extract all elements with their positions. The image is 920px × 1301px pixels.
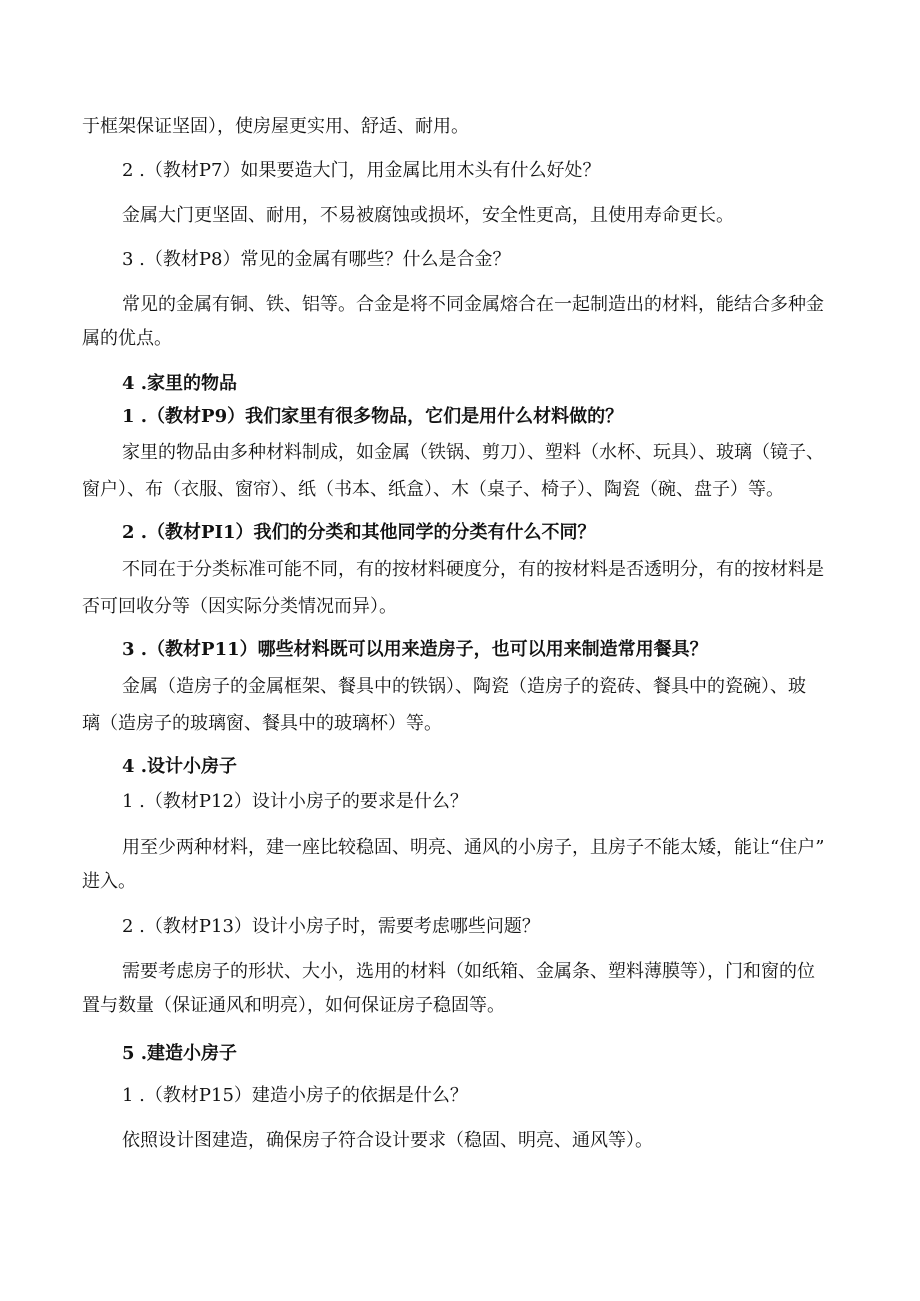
- answer-design-considerations-2: 置与数量（保证通风和明亮），如何保证房子稳固等。: [82, 995, 505, 1016]
- answer-design-requirements-2: 进入。: [82, 871, 136, 892]
- answer-household-materials-2: 窗户）、布（衣服、窗帘）、纸（书本、纸盒）、木（桌子、椅子）、陶瓷（碗、盘子）等。: [82, 479, 784, 500]
- question-design-considerations: 2 .（教材P13）设计小房子时，需要考虑哪些问题？: [122, 916, 540, 937]
- section-heading-household-items: 4 .家里的物品: [122, 373, 238, 394]
- question-house-and-tableware: 3 .（教材P11）哪些材料既可以用来造房子，也可以用来制造常用餐具？: [122, 639, 708, 660]
- answer-common-metals-2: 属的优点。: [82, 328, 172, 349]
- answer-common-metals-1: 常见的金属有铜、铁、铝等。合金是将不同金属熔合在一起制造出的材料，能结合多种金: [122, 294, 824, 315]
- question-door-metal: 2 .（教材P7）如果要造大门，用金属比用木头有什么好处？: [122, 160, 601, 181]
- section-heading-build-house: 5 .建造小房子: [122, 1043, 238, 1064]
- answer-build-basis: 依照设计图建造，确保房子符合设计要求（稳固、明亮、通风等）。: [122, 1130, 653, 1151]
- answer-household-materials-1: 家里的物品由多种材料制成，如金属（铁锅、剪刀）、塑料（水杯、玩具）、玻璃（镜子、: [122, 442, 824, 463]
- question-build-basis: 1 .（教材P15）建造小房子的依据是什么？: [122, 1085, 468, 1106]
- section-heading-design-house: 4 .设计小房子: [122, 756, 238, 777]
- question-design-requirements: 1 .（教材P12）设计小房子的要求是什么？: [122, 791, 468, 812]
- paragraph-continuation: 于框架保证坚固），使房屋更实用、舒适、耐用。: [82, 116, 469, 137]
- answer-classification-1: 不同在于分类标准可能不同，有的按材料硬度分，有的按材料是否透明分，有的按材料是: [122, 559, 824, 580]
- answer-design-considerations-1: 需要考虑房子的形状、大小，选用的材料（如纸箱、金属条、塑料薄膜等），门和窗的位: [122, 961, 815, 982]
- answer-house-and-tableware-2: 璃（造房子的玻璃窗、餐具中的玻璃杯）等。: [82, 713, 442, 734]
- answer-classification-2: 否可回收分等（因实际分类情况而异）。: [82, 596, 397, 617]
- answer-design-requirements-1: 用至少两种材料，建一座比较稳固、明亮、通风的小房子，且房子不能太矮，能让“住户”: [122, 837, 825, 858]
- answer-door-metal: 金属大门更坚固、耐用，不易被腐蚀或损坏，安全性更高，且使用寿命更长。: [122, 205, 734, 226]
- question-household-materials: 1 .（教材P9）我们家里有很多物品，它们是用什么材料做的？: [122, 406, 624, 427]
- answer-house-and-tableware-1: 金属（造房子的金属框架、餐具中的铁锅）、陶瓷（造房子的瓷砖、餐具中的瓷碗）、玻: [122, 676, 806, 697]
- question-classification: 2 .（教材PI1）我们的分类和其他同学的分类有什么不同？: [122, 522, 596, 543]
- question-common-metals: 3 .（教材P8）常见的金属有哪些？什么是合金？: [122, 249, 511, 270]
